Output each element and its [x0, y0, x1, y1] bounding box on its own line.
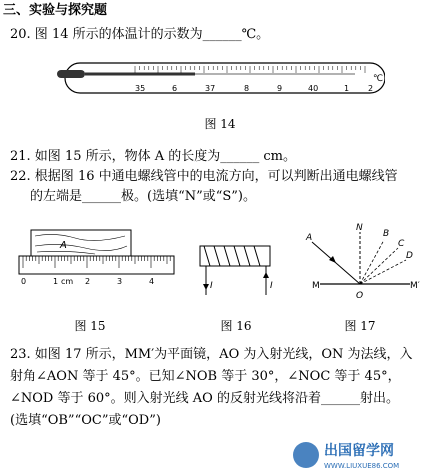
label-b: B — [383, 229, 390, 239]
watermark-logo — [290, 439, 440, 471]
question-22-line1: 22. 根据图 16 中通电螺线管中的电流方向，可以判断出通电螺线管 — [10, 169, 398, 184]
ruler-unit: cm — [61, 277, 74, 286]
label-m-prime: M′ — [410, 281, 420, 291]
left-current-label: I — [210, 281, 213, 291]
label-m: M — [312, 281, 320, 291]
figure-17-caption: 图 17 — [344, 319, 376, 333]
thermometer-label-41: 1 — [344, 84, 350, 93]
thermometer-label-35: 35 — [135, 84, 146, 93]
thermometer-label-36: 6 — [172, 84, 178, 93]
thermometer-figure — [55, 55, 385, 105]
watermark-brand: 出国留学网 — [324, 443, 394, 459]
right-current-arrow — [263, 272, 269, 278]
ruler-label-1: 1 — [53, 277, 59, 286]
ruler-label-4: 4 — [149, 277, 155, 286]
ray-oc — [360, 248, 398, 284]
question-21: 21. 如图 15 所示，物体 A 的长度为______ cm。 — [10, 149, 297, 164]
thermometer-body — [65, 63, 385, 93]
thermometer-label-40: 40 — [308, 84, 319, 93]
question-23-line4: (选填“OB”“OC”或“OD”) — [10, 413, 161, 428]
figure-16-caption: 图 16 — [220, 319, 252, 333]
ruler-label-3: 3 — [117, 277, 123, 286]
section-title: 三、实验与探究题 — [3, 3, 108, 18]
question-22-line2: 的左端是______极。(选填“N”或“S”)。 — [30, 189, 257, 204]
ray-ob — [360, 240, 384, 284]
ruler-label-2: 2 — [85, 277, 91, 286]
question-20: 20. 图 14 所示的体温计的示数为______℃。 — [10, 27, 270, 42]
label-n: N — [356, 223, 363, 233]
label-o: O — [356, 291, 364, 301]
left-current-arrow — [203, 284, 209, 290]
figure-15-ruler — [15, 228, 180, 303]
question-23-line2: 射角∠AON 等于 45°。已知∠NOB 等于 30°，∠NOC 等于 45°， — [10, 369, 401, 384]
label-d: D — [406, 251, 413, 261]
question-23-line3: ∠NOD 等于 60°。则入射光线 AO 的反射光线将沿着______射出。 — [10, 391, 399, 406]
question-23-line1: 23. 如图 17 所示，MM′为平面镜，AO 为入射光线，ON 为法线，入 — [10, 347, 413, 362]
figure-15-caption: 图 15 — [74, 319, 106, 333]
ruler-label-0: 0 — [21, 277, 27, 286]
thermometer-label-38: 8 — [244, 84, 250, 93]
right-current-label: I — [270, 281, 273, 291]
incident-arrow — [329, 256, 336, 263]
block-a — [31, 230, 131, 256]
globe-icon — [293, 442, 319, 468]
ray-od — [360, 260, 406, 284]
thermometer-label-42: 2 — [368, 84, 374, 93]
figure-14-caption: 图 14 — [204, 117, 236, 131]
figure-17-mirror — [302, 220, 422, 310]
label-a: A — [306, 233, 313, 243]
watermark-url: WWW.LIUXUE86.COM — [324, 462, 400, 470]
block-label: A — [60, 240, 67, 251]
thermometer-label-37: 37 — [205, 84, 216, 93]
figure-16-solenoid — [190, 240, 280, 315]
thermometer-unit: ℃ — [373, 74, 384, 84]
thermometer-bulb — [57, 70, 85, 78]
label-c: C — [398, 239, 405, 249]
thermometer-label-39: 9 — [277, 84, 283, 93]
